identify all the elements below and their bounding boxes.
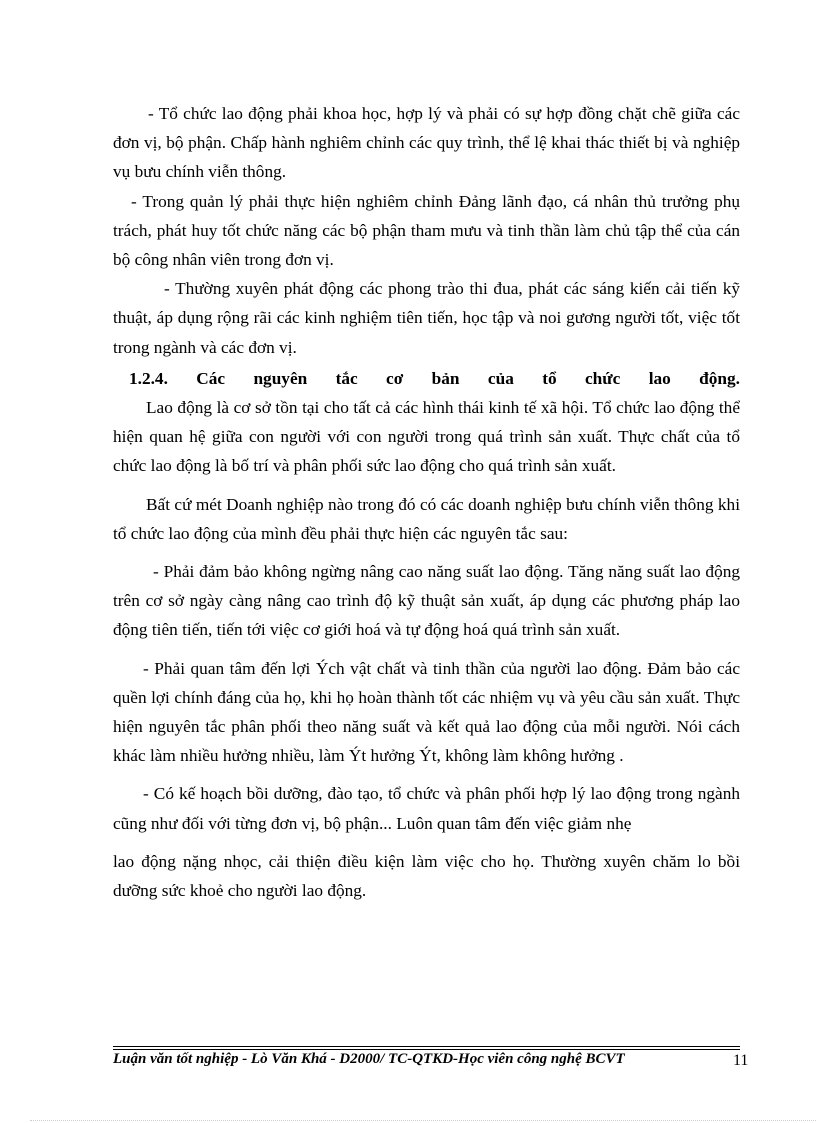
footer-divider-bottom: [113, 1049, 740, 1050]
paragraph-working-conditions: lao động nặng nhọc, cải thiện điều kiện làm việc cho họ. Thường xuyên chăm lo bồi dưỡng sức khoẻ cho người lao động.: [113, 851, 740, 901]
paragraph-interests: - Phải quan tâm đến lợi Ých vật chất và tinh thần của người lao động. Đảm bảo các quền lợi chính đáng của họ, khi họ hoàn thành tốt các nhiệm vụ và yêu cầu sản xuất. Thực hiện nguyên tắc phân phối theo năng suất và kết quả lao động của mỗi người. Nói cách khác làm nhiều hưởng nhiều, làm Ýt hưởng Ýt, không làm không hưởng .: [113, 658, 740, 766]
paragraph-labor-basis: Lao động là cơ sở tồn tại cho tất cả các hình thái kinh tế xã hội. Tổ chức lao động thể hiện quan hệ giữa con người với con người trong quá trình sản xuất. Thực chất của tổ chức lao động là bố trí và phân phối sức lao động cho quá trình sản xuất.: [113, 398, 740, 476]
footer-caption: Luận văn tốt nghiệp - Lò Văn Khá - D2000/ TC-QTKD-Học viên công nghệ BCVT: [113, 1051, 625, 1067]
paragraph-productivity: - Phải đảm bảo không ngừng nâng cao năng suất lao động. Tăng năng suất lao động trên cơ sở ngày càng nâng cao trình độ kỹ thuật sản xuất, áp dụng các phương pháp lao động tiên tiến, tiến tới việc cơ giới hoá và tự động hoá quá trình sản xuất.: [113, 562, 740, 640]
page-body: [113, 99, 740, 905]
section-heading: 1.2.4. Các nguyên tắc cơ bản của tổ chức lao động.: [129, 368, 740, 388]
paragraph-emulation: - Thường xuyên phát động các phong trào thi đua, phát các sáng kiến cải tiến kỹ thuật, áp dụng rộng rãi các kinh nghiệm tiên tiến, học tập và noi gương người tốt, việc tốt trong ngành và các đơn vị.: [113, 279, 740, 357]
paragraph-management: - Trong quản lý phải thực hiện nghiêm chỉnh Đảng lãnh đạo, cá nhân thủ trưởng phụ trách, phát huy tốt chức năng các bộ phận tham mưu và tinh thần làm chủ tập thể của cán bộ công nhân viên trong đơn vị.: [113, 191, 740, 270]
paragraph-labor-organization: - Tổ chức lao động phải khoa học, hợp lý và phải có sự hợp đồng chặt chẽ giữa các đơn vị, bộ phận. Chấp hành nghiêm chỉnh các quy trình, thể lệ khai thác thiết bị và nghiệp vụ bưu chính viễn thông.: [113, 104, 740, 182]
paragraph-principles-intro: Bất cứ mét Doanh nghiệp nào trong đó có các doanh nghiệp bưu chính viễn thông khi tổ chức lao động của mình đều phải thực hiện các nguyên tắc sau:: [113, 494, 740, 543]
footer-divider-top: [113, 1046, 740, 1047]
paragraph-training: - Có kế hoạch bồi dưỡng, đào tạo, tổ chức và phân phối hợp lý lao động trong ngành cũng như đối với từng đơn vị, bộ phận... Luôn quan tâm đến việc giảm nhẹ: [113, 784, 740, 833]
page-boundary-line: [30, 1120, 816, 1121]
page-number: 11: [733, 1052, 749, 1069]
